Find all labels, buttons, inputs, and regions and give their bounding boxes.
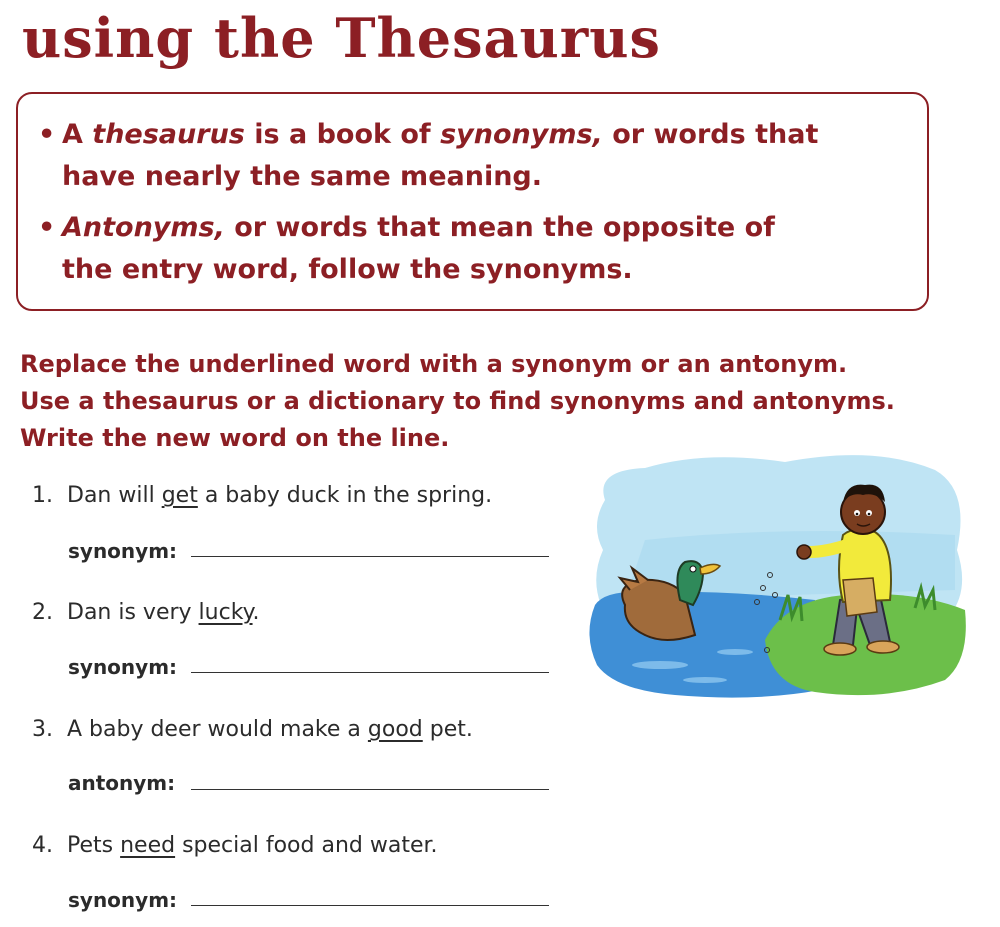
item-number: 2. xyxy=(32,600,53,625)
exercise-item-2 xyxy=(32,600,260,625)
item-text-after: . xyxy=(252,600,260,625)
underlined-word: need xyxy=(120,833,176,858)
answer-line[interactable] xyxy=(191,905,549,906)
item-number: 3. xyxy=(32,717,53,742)
bullet-dot-icon: • xyxy=(38,212,56,243)
exercise-item-4 xyxy=(32,833,438,858)
bullet1-term-thesaurus: thesaurus xyxy=(92,119,245,150)
item-text-before: Dan will xyxy=(67,483,162,508)
bullet1-term-synonyms: synonyms, xyxy=(440,119,603,150)
bullet1-text-c: or words that have nearly the same meaning. xyxy=(62,119,819,192)
answer-label: synonym: xyxy=(68,539,178,563)
answer-line[interactable] xyxy=(191,789,549,790)
instructions: Replace the underlined word with a synonym or an antonym. Use a thesaurus or a dictionary to find synonyms and antonyms. Write the new word on the line. xyxy=(20,350,895,452)
underlined-word: get xyxy=(161,483,198,508)
bullet2-term-antonyms: Antonyms, xyxy=(62,212,225,243)
exercise-item-3 xyxy=(32,717,473,742)
item-text-after: a baby duck in the spring. xyxy=(197,483,493,508)
item-number: 4. xyxy=(32,833,53,858)
answer-line[interactable] xyxy=(191,556,549,557)
answer-label: antonym: xyxy=(68,771,176,795)
bullet2-text: or words that mean the opposite of the entry word, follow the synonyms. xyxy=(62,212,775,285)
item-text-before: Dan is very xyxy=(67,600,199,625)
bullet-antonyms xyxy=(38,207,822,291)
underlined-word: lucky xyxy=(198,600,253,625)
answer-label: synonym: xyxy=(68,888,178,912)
item-number: 1. xyxy=(32,483,53,508)
item-text-before: A baby deer would make a xyxy=(67,717,368,742)
bullet-thesaurus xyxy=(38,114,822,198)
answer-label: synonym: xyxy=(68,655,178,679)
bullet1-text-a: A xyxy=(62,119,93,150)
page-title: using the Thesaurus xyxy=(22,6,661,70)
underlined-word: good xyxy=(367,717,423,742)
boy-feeding-duck-illustration xyxy=(585,440,970,700)
bullet-dot-icon: • xyxy=(38,119,56,150)
item-text-after: pet. xyxy=(422,717,473,742)
exercise-item-1 xyxy=(32,483,492,508)
bullet1-text-b: is a book of xyxy=(244,119,441,150)
answer-line[interactable] xyxy=(191,672,549,673)
item-text-after: special food and water. xyxy=(175,833,438,858)
item-text-before: Pets xyxy=(67,833,121,858)
